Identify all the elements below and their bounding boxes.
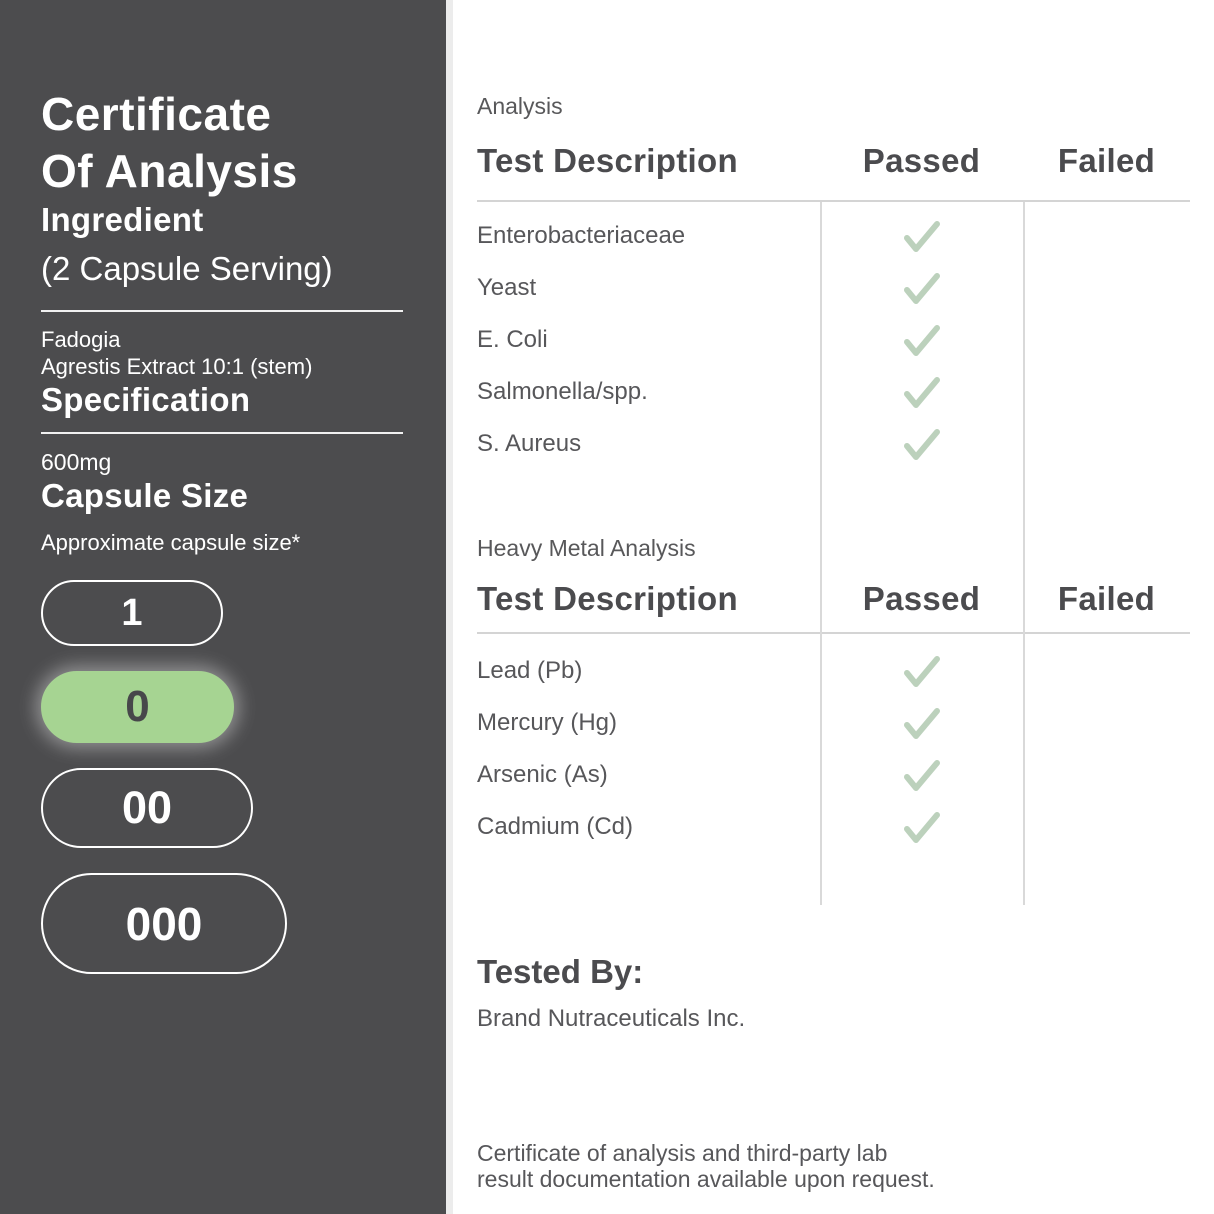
heavy-metal-table-header [477, 570, 1190, 628]
test-description-cell: Lead (Pb) [477, 657, 583, 684]
capsule-size-option-1[interactable] [41, 580, 223, 646]
passed-cell [820, 324, 1023, 357]
sidebar [0, 0, 446, 1214]
column-test-description: Test Description [477, 580, 738, 617]
footnote [477, 1140, 935, 1192]
specification-value: 600mg [41, 449, 112, 475]
analysis-table-body [477, 202, 1190, 470]
ingredient-value-line-2: Agrestis Extract 10:1 (stem) [41, 354, 313, 379]
capsule-size-options [41, 580, 446, 974]
passed-cell [820, 376, 1023, 409]
checkmark-icon [902, 759, 942, 792]
heavy-metal-table-body [477, 634, 1190, 853]
column-passed: Passed [862, 580, 981, 617]
grid-vertical-line-1 [820, 202, 822, 905]
column-test-description: Test Description [477, 142, 738, 179]
test-result-row [477, 366, 1190, 418]
checkmark-icon [902, 707, 942, 740]
test-description-cell: S. Aureus [477, 430, 582, 457]
checkmark-icon [902, 324, 942, 357]
ingredient-value-line-1: Fadogia [41, 327, 121, 352]
capsule-size-option-label: 0 [125, 682, 150, 731]
test-description-cell: Salmonella/spp. [477, 378, 648, 405]
test-result-row [477, 418, 1190, 470]
test-result-row [477, 210, 1190, 262]
tested-by-block [477, 952, 745, 1033]
checkmark-icon [902, 272, 942, 305]
checkmark-icon [902, 376, 942, 409]
checkmark-icon [902, 655, 942, 688]
tested-by-value: Brand Nutraceuticals Inc. [477, 1005, 746, 1032]
test-result-row [477, 645, 1190, 697]
capsule-size-option-label: 00 [121, 782, 173, 833]
passed-cell [820, 220, 1023, 253]
capsule-size-heading: Capsule Size [41, 477, 249, 514]
passed-cell [820, 428, 1023, 461]
test-description-cell: Arsenic (As) [477, 761, 608, 788]
passed-cell [820, 655, 1023, 688]
test-result-row [477, 749, 1190, 801]
column-failed: Failed [1057, 580, 1156, 617]
heavy-metal-section [477, 534, 1190, 634]
results-grid [477, 200, 1190, 905]
heavy-metal-section-label: Heavy Metal Analysis [477, 535, 696, 561]
capsule-size-option-0[interactable] [41, 671, 234, 743]
tested-by-heading: Tested By: [477, 953, 644, 990]
test-description-cell: Mercury (Hg) [477, 709, 618, 736]
analysis-section-label: Analysis [477, 93, 563, 119]
analysis-panel [453, 0, 1214, 1214]
capsule-size-option-000[interactable] [41, 873, 287, 974]
analysis-table-header [477, 134, 1190, 188]
checkmark-icon [902, 428, 942, 461]
ingredient-divider [41, 310, 403, 312]
test-description-cell: Enterobacteriaceae [477, 222, 686, 249]
passed-cell [820, 707, 1023, 740]
column-failed: Failed [1057, 142, 1156, 179]
capsule-size-option-label: 000 [125, 897, 203, 950]
panel-divider [446, 0, 453, 1214]
page-title-line-1: Certificate [41, 88, 272, 140]
test-result-row [477, 697, 1190, 749]
passed-cell [820, 272, 1023, 305]
page-title [41, 86, 446, 200]
column-passed: Passed [862, 142, 981, 179]
test-result-row [477, 314, 1190, 366]
ingredient-value [41, 326, 446, 380]
checkmark-icon [902, 811, 942, 844]
test-result-row [477, 262, 1190, 314]
footnote-line-1: Certificate of analysis and third-party lab [477, 1140, 888, 1166]
passed-cell [820, 811, 1023, 844]
capsule-size-subheading: Approximate capsule size* [41, 530, 301, 555]
page-title-line-2: Of Analysis [41, 145, 298, 197]
passed-cell [820, 759, 1023, 792]
test-description-cell: E. Coli [477, 326, 548, 353]
checkmark-icon [902, 220, 942, 253]
grid-vertical-line-2 [1023, 202, 1025, 905]
test-description-cell: Yeast [477, 274, 537, 301]
footnote-line-2: result documentation available upon request. [477, 1166, 935, 1192]
capsule-size-option-label: 1 [121, 591, 143, 634]
specification-heading: Specification [41, 381, 251, 418]
specification-divider [41, 432, 403, 434]
capsule-size-option-00[interactable] [41, 768, 253, 848]
ingredient-heading: Ingredient [41, 201, 204, 238]
test-description-cell: Cadmium (Cd) [477, 813, 634, 840]
ingredient-subheading: (2 Capsule Serving) [41, 250, 333, 287]
test-result-row [477, 801, 1190, 853]
